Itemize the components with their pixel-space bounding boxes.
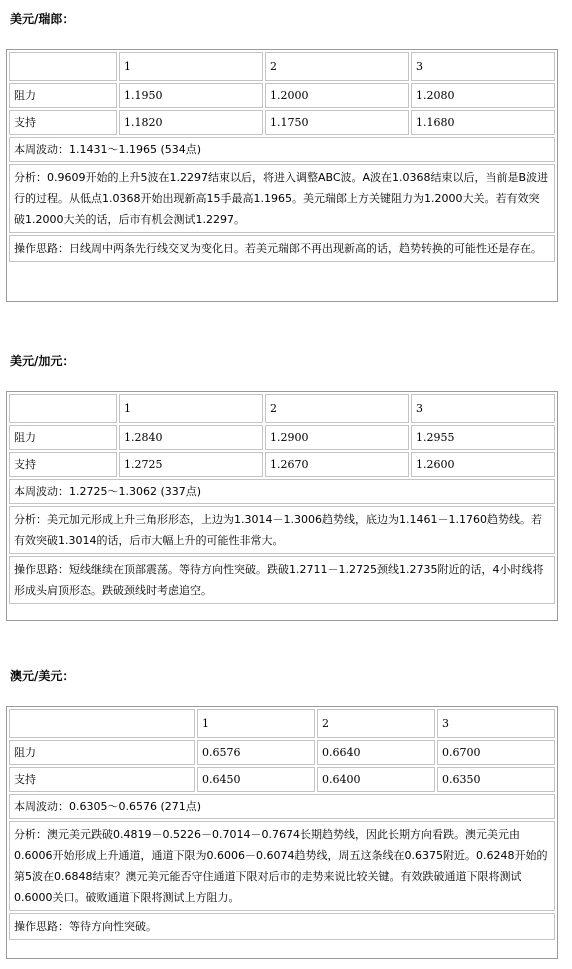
strategy-text: 操作思路：短线继续在顶部震荡。等待方向性突破。跌破1.2711－1.2725颈线1.2735附近的话，4小时线将形成头肩顶形态。跌破颈线时考虑追空。 [9,556,555,604]
table-row [9,479,555,504]
row-label: 阻力 [9,425,117,450]
table-row [9,394,555,423]
strategy-text: 操作思路：等待方向性突破。 [9,913,555,940]
usdcad-table-box [6,391,558,621]
table-row [9,709,555,738]
header-cell [9,709,195,738]
weekly-range: 本周波动：0.6305～0.6576 (271点) [9,794,555,819]
header-cell: 2 [265,52,409,81]
header-cell: 3 [411,52,555,81]
value-cell: 1.2000 [265,83,409,108]
usdcad-table [7,392,557,606]
audusd-table-box [6,706,558,959]
value-cell: 0.6450 [197,767,315,792]
table-row [9,740,555,765]
table-row [9,425,555,450]
value-cell: 0.6700 [437,740,555,765]
analysis-text: 分析：美元加元形成上升三角形形态，上边为1.3014－1.3006趋势线，底边为1.1461－1.1760趋势线。若有效突破1.3014的话，后市大幅上升的可能性非常大。 [9,506,555,554]
header-cell [9,52,117,81]
table-row [9,452,555,477]
value-cell: 1.1820 [119,110,263,135]
table-row [9,794,555,819]
table-row [9,110,555,135]
row-label: 阻力 [9,740,195,765]
value-cell: 0.6640 [317,740,435,765]
row-label: 支持 [9,110,117,135]
value-cell: 1.2670 [265,452,409,477]
value-cell: 1.2080 [411,83,555,108]
header-cell: 1 [119,52,263,81]
header-cell: 3 [437,709,555,738]
value-cell: 1.2840 [119,425,263,450]
header-cell: 3 [411,394,555,423]
header-cell: 2 [317,709,435,738]
row-label: 支持 [9,452,117,477]
header-cell [9,394,117,423]
value-cell: 0.6576 [197,740,315,765]
weekly-range: 本周波动：1.1431～1.1965 (534点) [9,137,555,162]
table-row [9,137,555,162]
value-cell: 0.6350 [437,767,555,792]
header-cell: 1 [197,709,315,738]
usdchf-table-box [6,49,558,302]
audusd-table [7,707,557,942]
header-cell: 1 [119,394,263,423]
table-row [9,164,555,233]
table-row [9,556,555,604]
analysis-text: 分析：澳元美元跌破0.4819－0.5226－0.7014－0.7674长期趋势线，因此长期方向看跌。澳元美元由0.6006开始形成上升通道，通道下限为0.6006－0.6074趋势线，周五这条线在0.6375附近。0.6248开始的第5波在0.6848结束？澳元美元能否守住通道下限对后市的走势来说比较关键。有效跌破通道下限将测试0.6000关口。破败通道下限将测试上方阻力。 [9,821,555,911]
section-title-audusd: 澳元/美元： [10,669,75,683]
analysis-text: 分析：0.9609开始的上升5波在1.2297结束以后，将进入调整ABC波。A波在1.0368结束以后，当前是B波进行的过程。从低点1.0368开始出现新高15手最高1.1965。美元瑞郎上方关键阻力为1.2000大关。若有效突破1.2000大关的话，后市有机会测试1.2297。 [9,164,555,233]
table-row [9,83,555,108]
table-row [9,235,555,262]
value-cell: 1.1680 [411,110,555,135]
strategy-text: 操作思路：日线周中两条先行线交叉为变化日。若美元瑞郎不再出现新高的话，趋势转换的可能性还是存在。 [9,235,555,262]
table-row [9,821,555,911]
header-cell: 2 [265,394,409,423]
row-label: 阻力 [9,83,117,108]
table-row [9,506,555,554]
weekly-range: 本周波动：1.2725～1.3062 (337点) [9,479,555,504]
section-title-usdchf: 美元/瑞郎： [10,12,75,26]
table-row [9,767,555,792]
usdchf-table [7,50,557,264]
value-cell: 0.6400 [317,767,435,792]
value-cell: 1.2725 [119,452,263,477]
table-row [9,913,555,940]
value-cell: 1.2955 [411,425,555,450]
row-label: 支持 [9,767,195,792]
section-title-usdcad: 美元/加元： [10,354,75,368]
value-cell: 1.1750 [265,110,409,135]
value-cell: 1.2600 [411,452,555,477]
table-row [9,52,555,81]
value-cell: 1.2900 [265,425,409,450]
value-cell: 1.1950 [119,83,263,108]
